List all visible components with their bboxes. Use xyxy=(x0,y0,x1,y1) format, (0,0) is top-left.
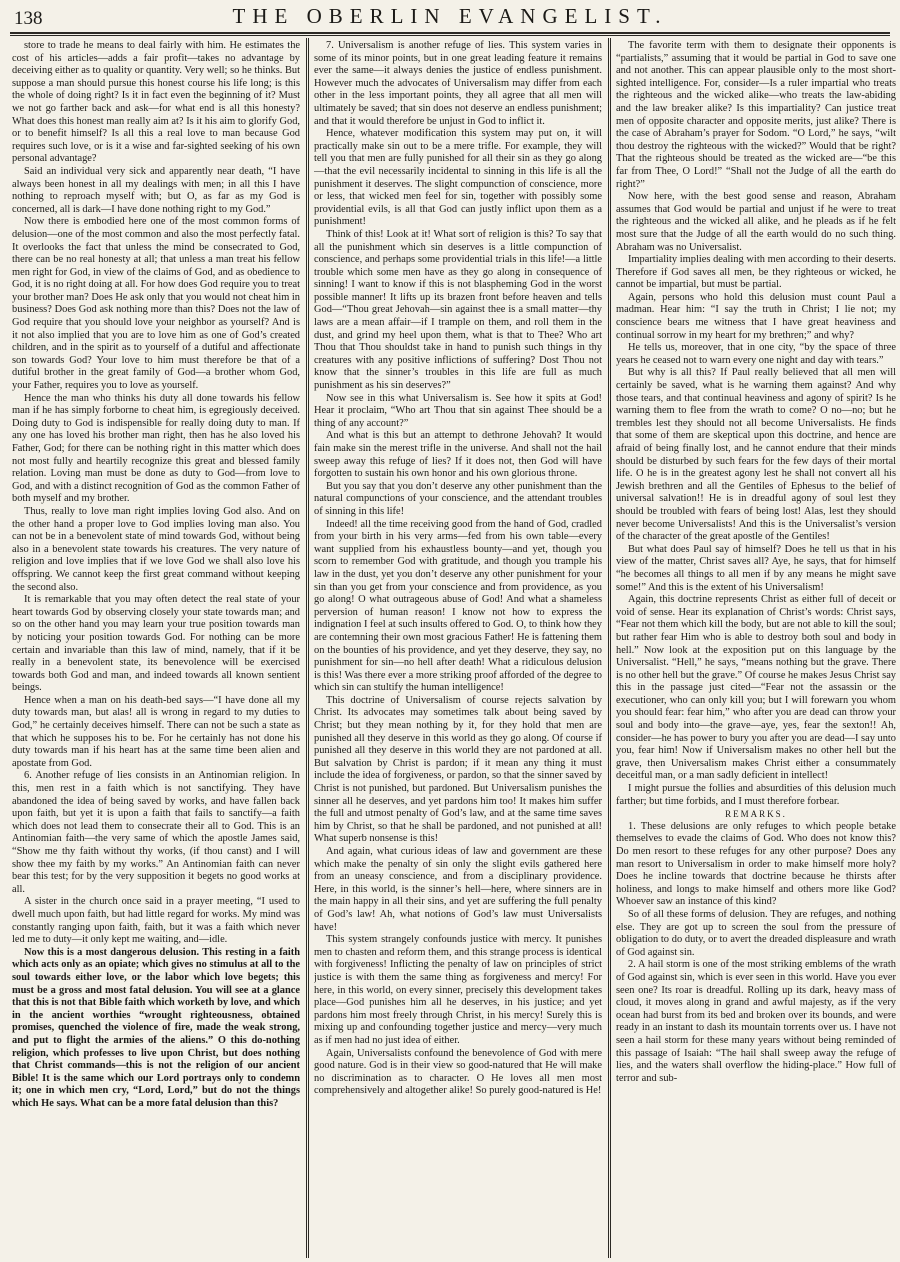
paragraph: The favorite term with them to designate their opponents is “partialists,” assuming that it would be partial in God to save one and not another. This can appear plausible only to the most short-sighted intelligence. For, consider—Is a ruler impartial who treats the righteous and the wicked alike—who treats the law-abiding and the law breaker alike? Is this impartiality? Can justice treat men of opposite character and opposite merits, just alike? There is the case of Abraham’s prayer for Sodom. “O Lord,” he says, “wilt thou destroy the righteous with the wicked?” Would that be right? That the righteous should be treated as the wicked are—“be this far from Thee, O Lord!” “Shall not the Judge of all the earth do right?” xyxy=(616,40,896,190)
paragraph: 1. These delusions are only refuges to which people betake themselves to evade the claims of God. Who does not know this? Do men resort to these refuges for any other purpose? Does any man resort to Universalism in order to make himself more holy? Does he incline towards that doctrine because he thirsts after holiness, and longs to make himself and others more like God? Whoever saw an instance of this kind? xyxy=(616,820,896,908)
paragraph: Said an individual very sick and apparently near death, “I have always been honest in all my dealings with men; in all this I have nothing to reproach myself with; but O, as far as my God is concerned, all is dark—I have done nothing right to my God.” xyxy=(12,165,300,215)
paragraph: But you say that you don’t deserve any other punishment than the natural compunctions of your conscience, and the attendant troubles of sinning in this life! xyxy=(314,480,602,517)
paragraph: He tells us, moreover, that in one city, “by the space of three years he ceased not to warn every one night and day with tears.” xyxy=(616,342,896,366)
paragraph: 2. A hail storm is one of the most striking emblems of the wrath of God against sin, which is ever seen in this world. Have you ever seen one? Its roar is dreadful. Rolling up its dark, heavy mass of cloud, it moves along in grand and awful majesty, as if the very ocean had burst from its bed and broken over its bounds, and were ready in an instant to dash its mountain torrents over us. I have not seen a hail storm for these many years without being reminded of this passage of Isaiah: “The hail shall sweep away the refuge of lies, and the waters shall overflow the hiding-place.” How full of terror and sub- xyxy=(616,959,896,1084)
paragraph: Indeed! all the time receiving good from the hand of God, cradled from your birth in his very arms—fed from his own table—every want supplied from his exhaustless bounty—and yet, though you scorn to remember God with gratitude, and though you trample his law in the dust, yet you don’t deserve any other punishment for your sin than you get from your conscience and from providence, as you go along! O what outrageous abuse of God! And what a shameless perversion of human reason! I know not how to express the indignation I feel at such insults offered to God. O, to think how they are contemning their own most gracious Father! He is fattening them on the bounties of his providence, and yet they deserve, they say, no punishment for sin—no hell after death! What a ridiculous delusion is this! Was there ever a more striking proof afforded of the degree to which sin can stultify the human intelligence! xyxy=(314,518,602,694)
section-heading-remarks: REMARKS. xyxy=(725,809,787,820)
page-number: 138 xyxy=(14,8,43,29)
paragraph: This system strangely confounds justice with mercy. It punishes men to chasten and reform them, and this strange process is identical with forgiveness! Inflicting the penalty of law on principles of strict justice is with them the same thing as forgiveness and mercy! For here, in this world, on every sinner, precisely this development takes place—God punishes him all he deserves, in his justice; and yet pardons him most freely through Christ, in his mercy! Surely this is mixing up and confounding together justice and mercy—very much as if men had no just idea of either. xyxy=(314,934,602,1046)
paragraph: And what is this but an attempt to dethrone Jehovah? It would fain make sin the merest trifle in the universe. And shall not the hail sweep away this refuge of lies? If it does not, then God will have forgotten to sustain his own honor and his own glorious throne. xyxy=(314,430,602,480)
paragraph: Again, Universalists confound the benevolence of God with mere good nature. God is in their view so good-natured that He will make no discrimination as to character. O He loves all men most comprehensively and altogether alike! So purely good-natured is He! xyxy=(314,1047,602,1097)
paragraph: Impartiality implies dealing with men according to their deserts. Therefore if God saves all men, be they righteous or wicked, he cannot be impartial, but must be partial. xyxy=(616,254,896,291)
paragraph: Hence when a man on his death-bed says—“I have done all my duty towards man, but alas! all is wrong in regard to my duties to God,” he certainly deceives himself. There can not be such a state as that which he supposes his to be. For he certainly has not done his duty towards man if his heart has at the same time been alien and apostate from God. xyxy=(12,694,300,769)
paragraph: Think of this! Look at it! What sort of religion is this? To say that all the punishment which sin deserves is a little compunction of conscience, and perhaps some providential trials in this life!—a little trouble which some men have as they go along in consequence of sinning! I want to know if this is not blaspheming God in the worst possible manner! It lifts up its brazen front before heaven and tells God—“Thou great Jehovah—sin against thee is a small matter—thy laws are a mean affair—if I trample on them, and roll them in the dust, and grind my heel upon them, what is that to Thee? Who art Thou that Thou shouldst take in hand to punish such things in thy creatures with any positive inflictions of suffering? Dost Thou not know that the sinner’s troubles in this life are full as much punishment as his sin deserves?” xyxy=(314,228,602,392)
column-3 xyxy=(616,40,896,1258)
column-divider xyxy=(610,38,611,1258)
paragraph: Now this is a most dangerous delusion. This resting in a faith which acts only as an opiate; which gives no stimulus at all to the soul towards either love, or the labor which love begets; this must be a gross and most fatal delusion. You will see at a glance that this is not that Bible faith which worketh by love, and which in the ancient worthies “wrought righteousness, obtained promises, quenched the violence of fire, made the weak strong, and put to flight the armies of the aliens.” O this do-nothing religion, which professes to live upon Christ, but does nothing that Christ commands—this is not the religion of our ancient Bible! It is the same which our Lord portrays only to condemn it; one in which men cry, “Lord, Lord,” but do not the things which He says. What can be a more fatal delusion than this? xyxy=(12,946,300,1109)
paragraph: Again, persons who hold this delusion must count Paul a madman. Hear him: “I say the truth in Christ; I lie not; my conscience bears me witness that I have great heaviness and continual sorrow in my heart for my brethren;” and why? xyxy=(616,291,896,341)
paragraph: store to trade he means to deal fairly with him. He estimates the cost of his articles—adds a fair profit—takes no advantage by deceiving either as to quality or quantity. Very well; so he thinks. But suppose a man should pursue this honest course his life long; is this the whole of doing right? Is it in fact even the beginning of it? Must we not go farther back and ask—for what end is all this honesty? What does this honest man really aim at? Is it his aim to glorify God, or to benefit himself? Is all this a real love to man because God requires such love, or is it a wise and far-sighted seeking of his own personal advantage? xyxy=(12,40,300,165)
paragraph: 7. Universalism is another refuge of lies. This system varies in some of its minor points, but in one great leading feature it remains ever the same—it always denies the justice of endless punishment. However much the advocates of Universalism may differ from each other in the less important points, they all agree that all men will ultimately be saved; that sin does not deserve an endless punishment; and that it would therefore be unjust in God to inflict it. xyxy=(314,40,602,127)
paragraph: Hence the man who thinks his duty all done towards his fellow man if he has simply forborne to cheat him, is egregiously deceived. Doing duty to God is indispensible for really doing duty to man. If any one has loved his brother man right, then has he also loved his Father, God; for there can be nothing right in this matter which does not most fully and heartily recognize this great and blessed family relation. Loving man must be done as duty to God—from love to God, and with a distinct recognition of God as the common Father of both myself and my brother. xyxy=(12,392,300,505)
paragraph: Thus, really to love man right implies loving God also. And on the other hand a proper love to God implies loving man also. You can not be in a benevolent state of mind towards God, without being also in a benevolent state towards his creatures. The very nature of religion and love implies that if we love God we shall also love his offspring. We cannot keep the first great command without keeping the second also. xyxy=(12,505,300,593)
paragraph: So of all these forms of delusion. They are refuges, and nothing else. They are got up to screen the soul from the pressure of obligation to do duty, or to avert the dreaded displeasure and wrath of God against sin. xyxy=(616,908,896,958)
paragraph: A sister in the church once said in a prayer meeting, “I used to dwell much upon faith, but had little regard for works. My mind was constantly ranging upon faith, faith, but it was a faith which never led me to duty—it only kept me waiting, and—idle. xyxy=(12,896,300,946)
header-rule-thin xyxy=(10,35,890,36)
column-2 xyxy=(314,40,602,1258)
paragraph: This doctrine of Universalism of course rejects salvation by Christ. Its advocates may sometimes talk about being saved by Christ; but they mean nothing by it, for they hold that men are punished all they deserve in this world as they go along. Of course if punished all they deserve in this world they are not pardoned at all. But salvation by Christ is pardon; if it mean any thing it must include the idea of forgiveness, or pardon, so that the sinner saved by Christ is not punished, but pardoned. But Universalism punishes the sinner all he deserves, and yet pardons him too! It makes him suffer the full and utmost penalty of God’s law, and at the same time saves him by Christ, so that he shall be pardoned, and not punished at all! What superb nonsense is this! xyxy=(314,694,602,845)
paragraph: But why is all this? If Paul really believed that all men will certainly be saved, what is he warning them against? And why those tears, and that continual heaviness and agony of spirit? Is he warning them to flee from the wrath to come? O no—no; but he trembles lest they should not all become Universalists. He finds that some of them are skeptical upon this doctrine, and hence are afraid of being finally lost, and he cannot endure that their minds should be disturbed by such fears for the few days of their mortal life. O he is in the greatest agony lest he shall not convert all his Jewish brethren and all the Gentiles of Ephesus to the belief of universal salvation!! He is in dreadful agony of soul lest they should be troubled with fears of being lost! Alas, lest they should never become Universalists! And this is the Universalist’s version of the character of the great apostle of the Gentiles! xyxy=(616,367,896,543)
paragraph: Again, this doctrine represents Christ as either full of deceit or void of sense. Hear its explanation of Christ’s words: Christ says, “Fear not them which kill the body, but are not able to kill the soul; but rather fear Him who is able to destroy both soul and body in hell.” Now look at the exposition put on this language by the Universalist. “Hell,” he says, “means nothing but the grave. There is no other hell but the grave.” Of course he makes Jesus Christ say this in the passage just cited—“Fear not the assassin or the executioner, who can only kill you; but I will forewarn you whom you should fear: fear him,” who after you are dead can throw your soul and body into—the grave—aye, yes, fear the sexton!! Ah, consider—he has power to bury you after you are dead—I say unto you, fear him! Now if Universalism makes no other hell but the grave, then Universalism makes Christ either a consummately deceitful man, or a man sadly deficient in intellect! xyxy=(616,594,896,782)
paragraph: Now see in this what Universalism is. See how it spits at God! Hear it proclaim, “Who art Thou that sin against Thee should be a thing of any account?” xyxy=(314,392,602,429)
paragraph: And again, what curious ideas of law and government are these which make the penalty of sin only the slight evils gathered here from an uneasy conscience, and from a disciplinary providence. Here, in this world, is the sinner’s hell—here, where sinners are in the main happy in all their sins, and yet are suffering the full penalty of God’s law! Ah, what notions of God’s law must Universalists have! xyxy=(314,846,602,933)
paragraph: Hence, whatever modification this system may put on, it will practically make sin out to be a mere trifle. For example, they will tell you that men are fully punished for all their sin as they go along—that the evil necessarily incidental to sinning in this life is all the punishment it deserves. The slight compunction of conscience, more or less, that wicked men feel for sin, together with possibly some providential evils, is all that God can justly inflict upon them as a punishment! xyxy=(314,128,602,228)
paragraph: Now there is embodied here one of the most common forms of delusion—one of the most common and also the most perfectly fatal. It overlooks the fact that unless the mind be consecrated to God, there can be no real honesty at all; that unless a man treat his fellow men right for God, in view of the claims of God, and as obedience to God, it is no right doing at all. For how does God require you to treat your brother man? Does He ask only that you would not cheat him in business? Does God ask nothing more than this? Does not the law of God require that you should love your neighbor as yourself? And is it not also implied that you are to love him as one of God’s created children, and in the spirit as to yourself of a dutiful and affectionate son towards God? Your love to him must therefore be that of a dutiful brother in the great family of God—a brother whom God, your Father, requires you to love as yourself. xyxy=(12,216,300,392)
column-1 xyxy=(12,40,300,1258)
paragraph: It is remarkable that you may often detect the real state of your heart towards God by observing closely your state towards man; and so on the other hand you may learn your true position towards man by noticing your position towards God. For nothing can be more certain and invariable than this law of mind, namely, that if it be really in a benevolent state, its benevolence will be exercised towards both God and man, and indeed towards all known sentient beings. xyxy=(12,594,300,694)
column-divider xyxy=(308,38,309,1258)
header-rule xyxy=(10,32,890,34)
column-divider xyxy=(306,38,307,1258)
paragraph: I might pursue the follies and absurdities of this delusion much farther; but time forbids, and I must therefore forbear. xyxy=(616,783,896,807)
paragraph: 6. Another refuge of lies consists in an Antinomian religion. In this, men rest in a faith which is not sanctifying. They have abandoned the idea of being saved by works, and have fallen back upon faith, but yet it is upon a faith that fails to sanctify—a faith which does not lead them to consecrate their all to God. This is an Antinomian faith—the very same of which the apostle James said, “Show me thy faith without thy works, (if thou canst) and I will show thee my faith by my works.” An Antinomian faith can never bear this test; for by the very supposition it begets no good works at all. xyxy=(12,770,300,895)
paragraph: But what does Paul say of himself? Does he tell us that in his view of the matter, Christ saves all? Aye, he says, that for himself “he becomes all things to all men if by any means he might save some!” And this is the extent of his Universalism! xyxy=(616,543,896,593)
paragraph: Now here, with the best good sense and reason, Abraham assumes that God would be partial and unjust if he were to treat the righteous and the wicked all alike, and he pleads as if he felt most sure that the Judge of all the earth would do no such thing. Abraham was no Universalist. xyxy=(616,191,896,253)
column-divider xyxy=(608,38,609,1258)
masthead-title: THE OBERLIN EVANGELIST. xyxy=(232,4,668,28)
